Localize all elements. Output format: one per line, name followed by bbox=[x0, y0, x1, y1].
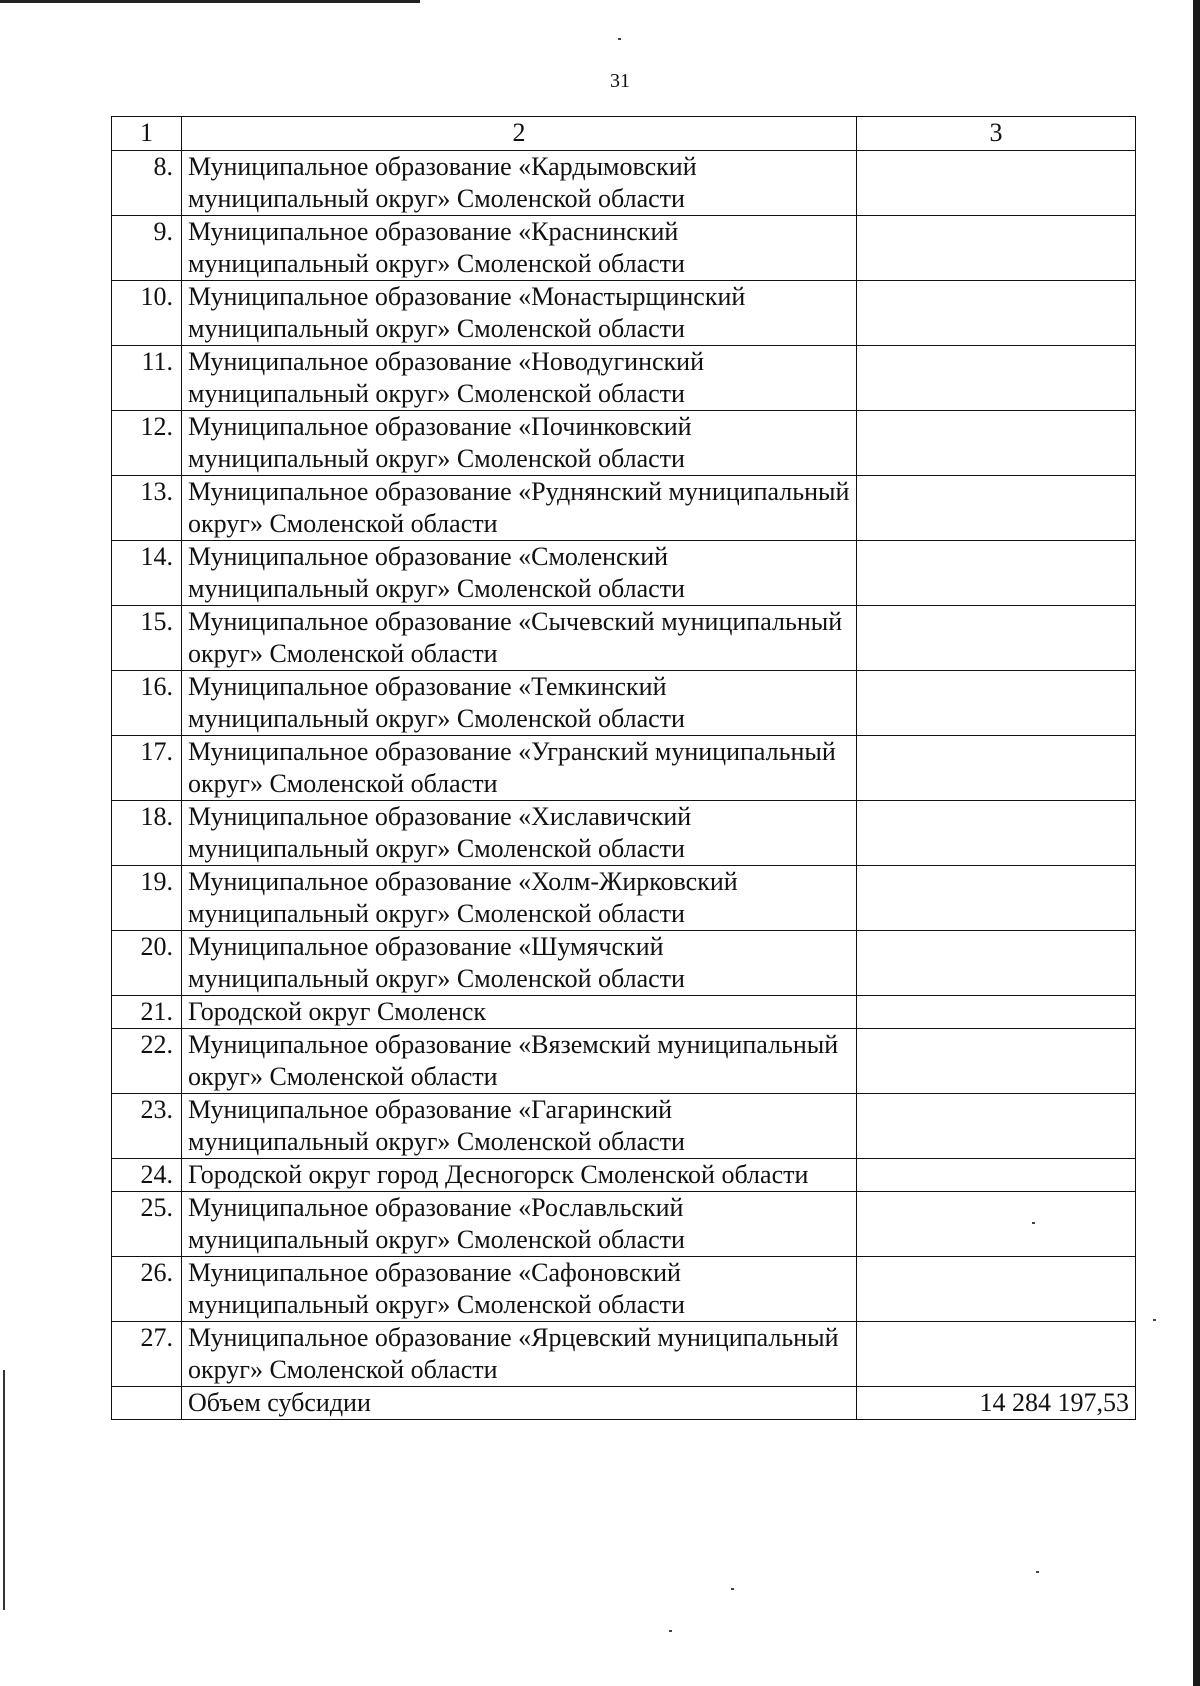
subsidy-value bbox=[857, 931, 1136, 996]
table-row bbox=[112, 671, 1136, 736]
row-number: 17. bbox=[112, 736, 182, 801]
municipality-name: Городской округ Смоленск bbox=[182, 996, 857, 1029]
row-number: 9. bbox=[112, 216, 182, 281]
page-number: 31 bbox=[610, 70, 630, 92]
subsidy-value bbox=[857, 801, 1136, 866]
row-number: 18. bbox=[112, 801, 182, 866]
table-row bbox=[112, 801, 1136, 866]
table-row bbox=[112, 931, 1136, 996]
row-number: 11. bbox=[112, 346, 182, 411]
municipality-name: Муниципальное образование «Угранский муниципальный округ» Смоленской области bbox=[182, 736, 857, 801]
municipality-name: Муниципальное образование «Новодугинский муниципальный округ» Смоленской области bbox=[182, 346, 857, 411]
row-number: 19. bbox=[112, 866, 182, 931]
municipality-name: Муниципальное образование «Ярцевский муниципальный округ» Смоленской области bbox=[182, 1322, 857, 1387]
table-row bbox=[112, 606, 1136, 671]
table-row bbox=[112, 541, 1136, 606]
row-number: 27. bbox=[112, 1322, 182, 1387]
municipality-name: Муниципальное образование «Смоленский муниципальный округ» Смоленской области bbox=[182, 541, 857, 606]
scan-speck bbox=[618, 38, 621, 40]
column-header: 3 bbox=[857, 117, 1136, 151]
subsidy-value bbox=[857, 541, 1136, 606]
subsidy-value bbox=[857, 411, 1136, 476]
subsidy-value bbox=[857, 1192, 1136, 1257]
column-header: 2 bbox=[182, 117, 857, 151]
total-number bbox=[112, 1387, 182, 1420]
table-row bbox=[112, 1322, 1136, 1387]
subsidy-value bbox=[857, 476, 1136, 541]
row-number: 10. bbox=[112, 281, 182, 346]
subsidy-table bbox=[111, 116, 1136, 1420]
table-row bbox=[112, 866, 1136, 931]
table-row bbox=[112, 1029, 1136, 1094]
subsidy-value bbox=[857, 1029, 1136, 1094]
subsidy-value bbox=[857, 216, 1136, 281]
subsidy-value bbox=[857, 671, 1136, 736]
row-number: 26. bbox=[112, 1257, 182, 1322]
subsidy-value bbox=[857, 1159, 1136, 1192]
scan-speck bbox=[669, 1630, 672, 1632]
municipality-name: Муниципальное образование «Гагаринский муниципальный округ» Смоленской области bbox=[182, 1094, 857, 1159]
column-header: 1 bbox=[112, 117, 182, 151]
table-row bbox=[112, 151, 1136, 216]
municipality-name: Муниципальное образование «Вяземский муниципальный округ» Смоленской области bbox=[182, 1029, 857, 1094]
subsidy-value bbox=[857, 1322, 1136, 1387]
table-row bbox=[112, 736, 1136, 801]
scan-edge-line bbox=[0, 0, 420, 3]
table-row bbox=[112, 1094, 1136, 1159]
scan-speck bbox=[1153, 1319, 1156, 1321]
subsidy-value bbox=[857, 736, 1136, 801]
municipality-name: Муниципальное образование «Краснинский муниципальный округ» Смоленской области bbox=[182, 216, 857, 281]
subsidy-value bbox=[857, 151, 1136, 216]
subsidy-value bbox=[857, 281, 1136, 346]
table-row bbox=[112, 996, 1136, 1029]
table-header-row bbox=[112, 117, 1136, 151]
table-row bbox=[112, 281, 1136, 346]
table-row bbox=[112, 1159, 1136, 1192]
scan-edge-mark bbox=[3, 1370, 5, 1610]
scan-edge-bar bbox=[1193, 0, 1200, 1686]
row-number: 12. bbox=[112, 411, 182, 476]
table-row bbox=[112, 1257, 1136, 1322]
row-number: 24. bbox=[112, 1159, 182, 1192]
municipality-name: Муниципальное образование «Холм-Жирковский муниципальный округ» Смоленской области bbox=[182, 866, 857, 931]
row-number: 25. bbox=[112, 1192, 182, 1257]
subsidy-value bbox=[857, 1257, 1136, 1322]
municipality-name: Муниципальное образование «Сафоновский муниципальный округ» Смоленской области bbox=[182, 1257, 857, 1322]
row-number: 14. bbox=[112, 541, 182, 606]
table-row bbox=[112, 476, 1136, 541]
row-number: 16. bbox=[112, 671, 182, 736]
row-number: 21. bbox=[112, 996, 182, 1029]
subsidy-value bbox=[857, 606, 1136, 671]
municipality-name: Городской округ город Десногорск Смоленской области bbox=[182, 1159, 857, 1192]
municipality-name: Муниципальное образование «Монастырщинский муниципальный округ» Смоленской области bbox=[182, 281, 857, 346]
table-row bbox=[112, 346, 1136, 411]
table-row bbox=[112, 1192, 1136, 1257]
total-label: Объем субсидии bbox=[182, 1387, 857, 1420]
subsidy-value bbox=[857, 346, 1136, 411]
municipality-name: Муниципальное образование «Шумячский муниципальный округ» Смоленской области bbox=[182, 931, 857, 996]
total-row bbox=[112, 1387, 1136, 1420]
total-value: 14 284 197,53 bbox=[857, 1387, 1136, 1420]
municipality-name: Муниципальное образование «Темкинский муниципальный округ» Смоленской области bbox=[182, 671, 857, 736]
municipality-name: Муниципальное образование «Починковский муниципальный округ» Смоленской области bbox=[182, 411, 857, 476]
row-number: 20. bbox=[112, 931, 182, 996]
table-row bbox=[112, 216, 1136, 281]
subsidy-value bbox=[857, 996, 1136, 1029]
scan-speck bbox=[1036, 1571, 1039, 1573]
row-number: 8. bbox=[112, 151, 182, 216]
municipality-name: Муниципальное образование «Рославльский муниципальный округ» Смоленской области bbox=[182, 1192, 857, 1257]
row-number: 15. bbox=[112, 606, 182, 671]
subsidy-value bbox=[857, 866, 1136, 931]
scan-speck bbox=[731, 1588, 734, 1590]
municipality-name: Муниципальное образование «Хиславичский муниципальный округ» Смоленской области bbox=[182, 801, 857, 866]
row-number: 13. bbox=[112, 476, 182, 541]
municipality-name: Муниципальное образование «Сычевский муниципальный округ» Смоленской области bbox=[182, 606, 857, 671]
table-row bbox=[112, 411, 1136, 476]
municipality-name: Муниципальное образование «Руднянский муниципальный округ» Смоленской области bbox=[182, 476, 857, 541]
municipality-name: Муниципальное образование «Кардымовский муниципальный округ» Смоленской области bbox=[182, 151, 857, 216]
row-number: 23. bbox=[112, 1094, 182, 1159]
subsidy-value bbox=[857, 1094, 1136, 1159]
row-number: 22. bbox=[112, 1029, 182, 1094]
